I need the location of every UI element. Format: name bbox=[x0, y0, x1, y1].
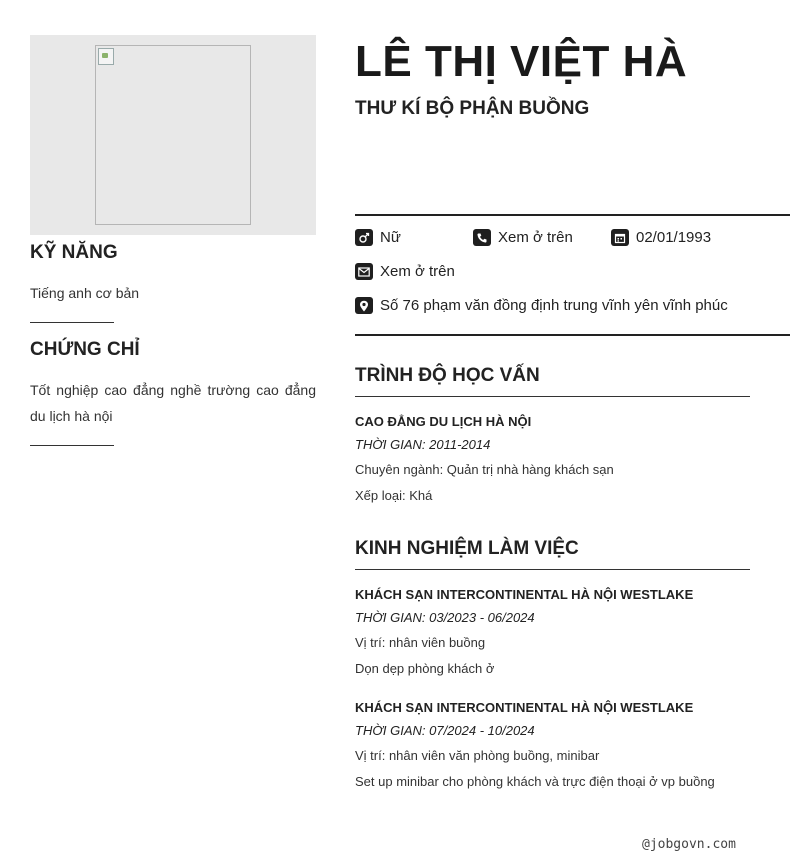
envelope-icon bbox=[355, 263, 373, 280]
contact-email bbox=[355, 263, 455, 280]
profile-photo-area bbox=[30, 35, 316, 235]
contact-gender bbox=[355, 229, 401, 246]
skills-text: Tiếng anh cơ bản bbox=[30, 285, 140, 301]
email-value: Xem ở trên bbox=[380, 263, 455, 280]
job-1-position: Vị trí: nhân viên buồng bbox=[355, 635, 486, 650]
contact-address bbox=[355, 297, 728, 314]
contact-phone bbox=[473, 229, 573, 246]
watermark-text: @jobgovn.com bbox=[642, 837, 736, 852]
job-2-time: THỜI GIAN: 07/2024 - 10/2024 bbox=[355, 723, 535, 738]
education-school: CAO ĐẲNG DU LỊCH HÀ NỘI bbox=[355, 414, 532, 429]
job-2-position: Vị trí: nhân viên văn phòng buồng, minibar bbox=[355, 748, 600, 763]
job-1-company: KHÁCH SẠN INTERCONTINENTAL HÀ NỘI WESTLAKE bbox=[355, 587, 694, 602]
contact-top-divider bbox=[355, 214, 790, 216]
certificates-divider bbox=[30, 445, 114, 446]
education-heading: TRÌNH ĐỘ HỌC VẤN bbox=[355, 365, 540, 386]
candidate-name: LÊ THỊ VIỆT HÀ bbox=[355, 37, 688, 86]
skills-divider bbox=[30, 322, 114, 323]
broken-image-icon bbox=[98, 48, 114, 65]
profile-photo bbox=[95, 45, 251, 225]
left-column bbox=[30, 35, 316, 424]
candidate-job-title: THƯ KÍ BỘ PHẬN BUỒNG bbox=[355, 98, 590, 119]
education-divider bbox=[355, 396, 750, 397]
skills-heading: KỸ NĂNG bbox=[30, 242, 118, 263]
job-2-company: KHÁCH SẠN INTERCONTINENTAL HÀ NỘI WESTLAKE bbox=[355, 700, 694, 715]
gender-icon bbox=[355, 229, 373, 246]
experience-divider bbox=[355, 569, 750, 570]
location-pin-icon bbox=[355, 297, 373, 314]
job-1-time: THỜI GIAN: 03/2023 - 06/2024 bbox=[355, 610, 535, 625]
certificates-text: Tốt nghiệp cao đẳng nghề trường cao đẳng du lịch hà nội bbox=[30, 382, 316, 424]
experience-heading: KINH NGHIỆM LÀM VIỆC bbox=[355, 538, 579, 559]
address-value: Số 76 phạm văn đồng định trung vĩnh yên vĩnh phúc bbox=[380, 297, 728, 314]
job-1-description: Dọn dẹp phòng khách ở bbox=[355, 661, 495, 676]
job-2-description: Set up minibar cho phòng khách và trực điện thoại ở vp buồng bbox=[355, 774, 715, 789]
education-major: Chuyên ngành: Quản trị nhà hàng khách sạn bbox=[355, 462, 614, 477]
contact-birthday bbox=[611, 229, 711, 246]
education-grade: Xếp loại: Khá bbox=[355, 488, 433, 503]
phone-icon bbox=[473, 229, 491, 246]
birthday-value: 02/01/1993 bbox=[636, 229, 712, 246]
education-time: THỜI GIAN: 2011-2014 bbox=[355, 437, 491, 452]
phone-value: Xem ở trên bbox=[498, 229, 573, 246]
gender-value: Nữ bbox=[380, 229, 401, 246]
calendar-icon bbox=[611, 229, 629, 246]
certificates-heading: CHỨNG CHỈ bbox=[30, 339, 140, 360]
contact-bottom-divider bbox=[355, 334, 790, 336]
